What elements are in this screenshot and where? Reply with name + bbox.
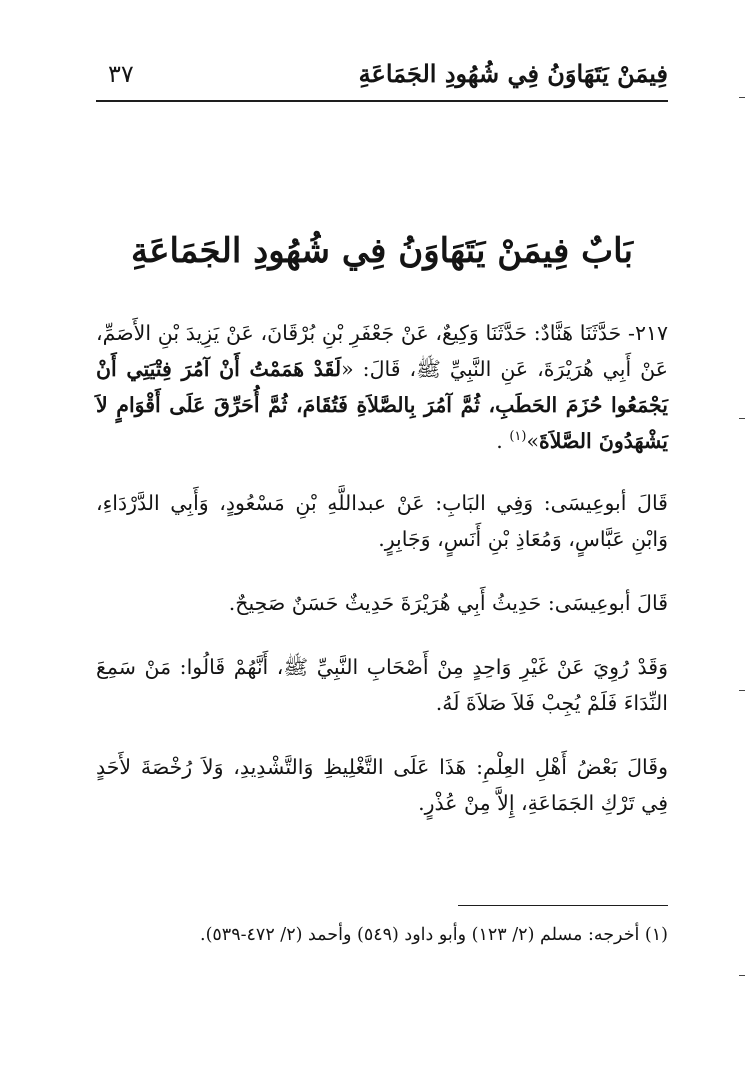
margin-tick — [739, 690, 745, 691]
hadith-end: . — [496, 429, 510, 453]
paragraph-grading: قَالَ أبوعِيسَى: حَدِيثُ أَبِي هُرَيْرَةَ حَدِيثٌ حَسَنٌ صَحِيحٌ. — [228, 591, 668, 615]
hadith-paragraph — [96, 315, 668, 459]
paragraph-companions: وَقَدْ رُوِيَ عَنْ غَيْرِ وَاحِدٍ مِنْ أَصْحَابِ النَّبِيِّ ﷺ، أَنَّهُمْ قَالُوا: مَنْ سَمِعَ النِّدَاءَ فَلَمْ يُجِبْ فَلاَ صَلاَةَ لَهُ. — [96, 655, 668, 715]
header-rule — [96, 100, 668, 102]
footnote-marker: (١) — [509, 429, 527, 445]
quote-close: » — [526, 429, 539, 453]
footnote-rule — [458, 905, 668, 906]
margin-tick — [739, 975, 745, 976]
paragraph-scholars: وقَالَ بَعْضُ أَهْلِ العِلْمِ: هَذَا عَلَى التَّغْلِيظِ وَالتَّشْدِيدِ، وَلاَ رُخْصَةَ لأَحَدٍ فِي تَرْكِ الجَمَاعَةِ، إِلاَّ مِنْ عُذْرٍ. — [96, 755, 668, 815]
running-title: فِيمَنْ يَتَهَاوَنُ فِي شُهُودِ الجَمَاعَةِ — [358, 59, 668, 88]
body-text — [96, 315, 668, 849]
chapter-title: بَابٌ فِيمَنْ يَتَهَاوَنُ فِي شُهُودِ الجَمَاعَةِ — [131, 231, 633, 271]
paragraph-in-the-chapter: قَالَ أبوعِيسَى: وَفِي البَابِ: عَنْ عبداللَّهِ بْنِ مَسْعُودٍ، وَأَبِي الدَّرْدَاءِ، وَابْنِ عَبَّاسٍ، وَمُعَاذِ بْنِ أَنَسٍ، وَجَابِرٍ. — [96, 491, 668, 551]
hadith-isnad: حَدَّثَنَا هَنَّادٌ: حَدَّثَنَا وَكِيعٌ، عَنْ جَعْفَرِ بْنِ بُرْقَانَ، عَنْ يَزِيدَ بْنِ الأَصَمِّ، عَنْ أَبِي هُرَيْرَةَ، عَنِ النَّبِيِّ ﷺ، قَالَ: « — [96, 321, 668, 381]
hadith-number: ٢١٧- — [628, 321, 668, 345]
footnote: (١) أخرجه: مسلم (٢/ ١٢٣) وأبو داود (٥٤٩) وأحمد (٢/ ٤٧٢-٥٣٩). — [200, 925, 668, 945]
margin-tick — [739, 97, 745, 98]
hadith-matn: لَقَدْ هَمَمْتُ أَنْ آمُرَ فِتْيَتِي أَنْ يَجْمَعُوا حُزَمَ الحَطَبِ، ثُمَّ آمُرَ بِالصَّلاَةِ فَتُقَامَ، ثُمَّ أُحَرِّقَ عَلَى أَقْوَامٍ لاَ يَشْهَدُونَ الصَّلاَةَ — [96, 357, 668, 453]
margin-tick — [739, 418, 745, 419]
page-number: ٣٧ — [108, 60, 134, 88]
running-header — [96, 55, 668, 95]
